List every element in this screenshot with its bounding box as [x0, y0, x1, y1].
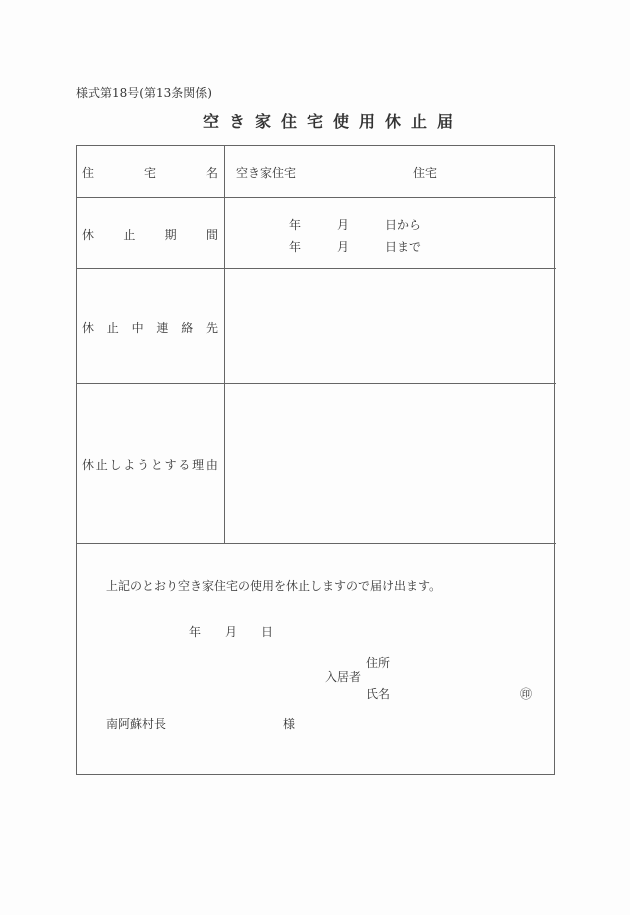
form-number: 様式第18号(第13条関係): [76, 86, 212, 100]
row-divider: [76, 197, 556, 198]
label-char: 休: [82, 458, 95, 472]
label-char: 先: [205, 321, 218, 335]
period-end-year[interactable]: 年: [289, 240, 302, 254]
contact-field[interactable]: [226, 270, 554, 382]
honorific: 様: [283, 717, 296, 731]
declaration-year[interactable]: 年: [189, 625, 202, 639]
label-char: よ: [123, 458, 136, 472]
page-title: 空き家住宅使用休止届: [203, 112, 464, 131]
label-char: 止: [95, 458, 108, 472]
period-start-month[interactable]: 月: [337, 218, 350, 232]
label-char: 名: [205, 166, 218, 180]
period-end-month[interactable]: 月: [337, 240, 350, 254]
label-char: 宅: [143, 166, 156, 180]
label-char: 由: [205, 458, 218, 472]
label-char: 中: [131, 321, 144, 335]
label-char: と: [150, 458, 163, 472]
label-char: 住: [82, 166, 95, 180]
label-char: 理: [192, 458, 205, 472]
address-label: 住所: [366, 656, 391, 670]
reason-field[interactable]: [226, 385, 554, 542]
label-char: 止: [123, 228, 136, 242]
label-char: し: [109, 458, 122, 472]
period-end-day[interactable]: 日まで: [385, 240, 422, 254]
row-divider: [76, 383, 556, 384]
label-char: 間: [205, 228, 218, 242]
declaration-statement: 上記のとおり空き家住宅の使用を休止しますので届け出ます。: [106, 579, 442, 593]
housing-name-suffix: 住宅: [413, 166, 438, 180]
declaration-month[interactable]: 月: [225, 625, 238, 639]
period-start-day[interactable]: 日から: [385, 218, 422, 232]
resident-label: 入居者: [325, 670, 362, 684]
label-char: 期: [164, 228, 177, 242]
label-housing-name: [82, 164, 218, 181]
label-reason: [82, 456, 218, 473]
row-divider: [76, 543, 556, 544]
seal-icon: ㊞: [520, 687, 533, 701]
addressee: 南阿蘇村長: [106, 717, 167, 731]
declaration-day[interactable]: 日: [261, 625, 274, 639]
label-contact-during-suspension: [82, 319, 218, 336]
name-label: 氏名: [366, 687, 391, 701]
label-char: う: [137, 458, 150, 472]
label-char: 休: [82, 228, 95, 242]
row-divider: [76, 268, 556, 269]
label-char: す: [164, 458, 177, 472]
period-start-year[interactable]: 年: [289, 218, 302, 232]
label-char: る: [178, 458, 191, 472]
label-char: 連: [156, 321, 169, 335]
column-divider: [224, 145, 225, 543]
label-suspension-period: [82, 226, 218, 243]
label-char: 休: [82, 321, 95, 335]
label-char: 止: [106, 321, 119, 335]
housing-name-prefix[interactable]: 空き家住宅: [236, 166, 297, 180]
label-char: 絡: [181, 321, 194, 335]
